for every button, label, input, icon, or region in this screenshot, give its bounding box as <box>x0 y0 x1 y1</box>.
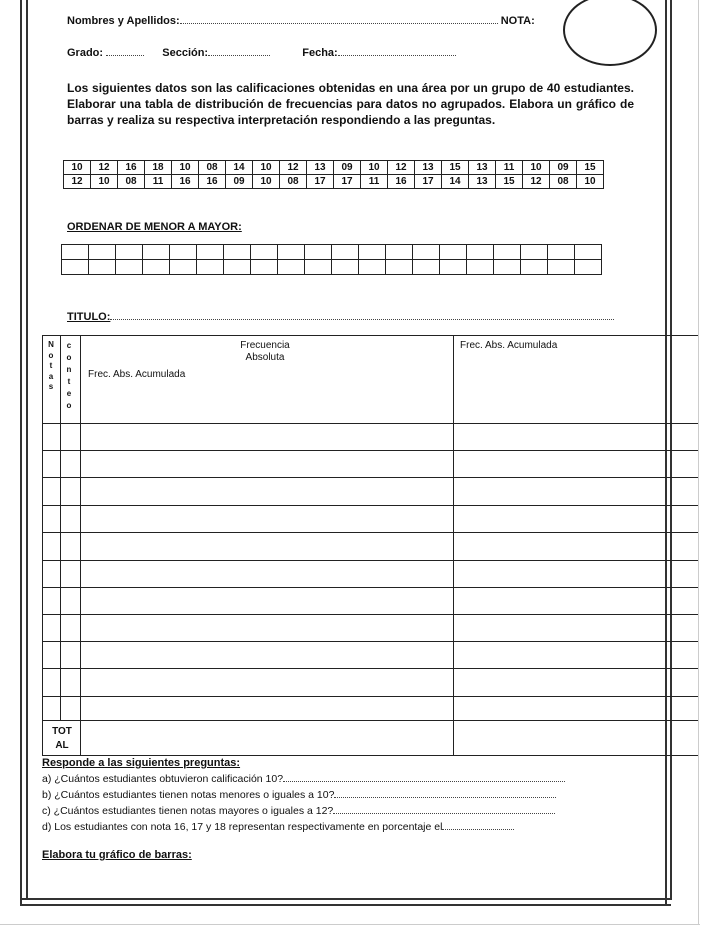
data-cell: 16 <box>118 161 145 175</box>
order-cell[interactable] <box>143 245 170 260</box>
header-letter: o <box>66 401 72 410</box>
page-border-right-inner <box>665 0 667 905</box>
header-freq-abs <box>200 340 330 364</box>
question-d: d) Los estudiantes con nota 16, 17 y 18 representan respectivamente en porcentaje el <box>42 821 514 833</box>
order-heading: ORDENAR DE MENOR A MAYOR: <box>67 221 242 233</box>
answer-c-field[interactable] <box>333 812 555 814</box>
page-border-bottom-inner <box>20 898 671 900</box>
date-label: Fecha: <box>302 47 338 59</box>
data-cell: 16 <box>172 175 199 189</box>
questions-heading: Responde a las siguientes preguntas: <box>42 757 241 769</box>
order-cell[interactable] <box>467 260 494 275</box>
header-freq-abs-acum: Frec. Abs. Acumulada <box>460 340 558 351</box>
title-field[interactable] <box>110 318 614 320</box>
order-cell[interactable] <box>359 260 386 275</box>
order-cell[interactable] <box>278 260 305 275</box>
order-cell[interactable] <box>62 245 89 260</box>
question-a: a) ¿Cuántos estudiantes obtuvieron calificación 10? <box>42 773 565 785</box>
header-letter: o <box>66 353 72 362</box>
header-notas <box>47 340 55 393</box>
order-cell[interactable] <box>116 260 143 275</box>
header-letter: c <box>66 341 72 350</box>
page-border-bottom-outer <box>20 904 671 906</box>
data-cell: 12 <box>388 161 415 175</box>
order-cell[interactable] <box>440 245 467 260</box>
grado-label: Grado: <box>67 47 104 59</box>
header-letter: o <box>48 350 54 360</box>
grades-data-table <box>63 160 604 189</box>
order-cell[interactable] <box>386 245 413 260</box>
data-cell: 11 <box>145 175 172 189</box>
data-cell: 16 <box>199 175 226 189</box>
order-cell[interactable] <box>413 260 440 275</box>
data-cell: 15 <box>577 161 604 175</box>
header-letter: N <box>48 340 54 349</box>
data-cell: 17 <box>307 175 334 189</box>
answer-d-field[interactable] <box>442 828 514 830</box>
order-cell[interactable] <box>575 260 602 275</box>
grado-field[interactable] <box>106 54 144 56</box>
data-cell: 08 <box>118 175 145 189</box>
data-cell: 09 <box>334 161 361 175</box>
order-cell[interactable] <box>467 245 494 260</box>
data-cell: 12 <box>280 161 307 175</box>
order-cell[interactable] <box>548 245 575 260</box>
order-cell[interactable] <box>197 260 224 275</box>
header-freq-abs-acum-overlay: Frec. Abs. Acumulada <box>88 369 186 380</box>
header-letter: s <box>48 382 54 391</box>
data-cell: 12 <box>523 175 550 189</box>
order-cell[interactable] <box>170 260 197 275</box>
header-letter: e <box>66 389 72 398</box>
instructions-text: Los siguientes datos son las calificaciones obtenidas en una área por un grupo de 40 estudiantes. Elaborar una tabla de distribución de frecuencias para datos no agrupados. Elabora un gráfico de barras y realiza su respectiva interpretación respondiendo a las preguntas. <box>67 81 634 127</box>
order-cell[interactable] <box>494 260 521 275</box>
question-c: c) ¿Cuántos estudiantes tienen notas mayores o iguales a 12? <box>42 805 555 817</box>
header-freq-abs-line2: Absoluta <box>245 352 285 363</box>
grado-row <box>67 47 456 59</box>
page-border-left-outer <box>20 0 22 905</box>
order-cell[interactable] <box>440 260 467 275</box>
order-cell[interactable] <box>494 245 521 260</box>
data-cell: 11 <box>496 161 523 175</box>
header-letter: a <box>48 371 54 381</box>
header-letter: n <box>66 365 72 374</box>
data-cell: 14 <box>442 175 469 189</box>
order-cell[interactable] <box>305 245 332 260</box>
section-field[interactable] <box>208 54 270 56</box>
names-field[interactable] <box>180 22 498 24</box>
total-label <box>48 725 76 753</box>
order-cell[interactable] <box>143 260 170 275</box>
data-cell: 18 <box>145 161 172 175</box>
section-label: Sección: <box>162 47 209 59</box>
order-cell[interactable] <box>224 245 251 260</box>
date-field[interactable] <box>338 54 456 56</box>
order-cell[interactable] <box>413 245 440 260</box>
data-cell: 10 <box>361 161 388 175</box>
names-row <box>67 15 535 27</box>
data-row-2 <box>64 175 604 189</box>
header-letter: t <box>67 377 71 386</box>
order-cell[interactable] <box>359 245 386 260</box>
data-cell: 17 <box>415 175 442 189</box>
ordering-table[interactable] <box>61 244 602 275</box>
order-cell[interactable] <box>575 245 602 260</box>
sheet-edge-bottom <box>0 924 700 925</box>
grade-circle[interactable] <box>563 0 657 66</box>
header-freq-abs-line1: Frecuencia <box>240 340 290 351</box>
data-cell: 15 <box>442 161 469 175</box>
data-cell: 16 <box>388 175 415 189</box>
order-cell[interactable] <box>251 260 278 275</box>
data-cell: 10 <box>523 161 550 175</box>
order-cell[interactable] <box>332 245 359 260</box>
chart-heading: Elabora tu gráfico de barras: <box>42 849 192 861</box>
order-cell[interactable] <box>89 260 116 275</box>
title-label: TITULO: <box>67 311 111 323</box>
order-cell[interactable] <box>305 260 332 275</box>
data-cell: 12 <box>64 175 91 189</box>
data-cell: 10 <box>64 161 91 175</box>
total-label-line1: TOT <box>52 726 72 737</box>
data-cell: 08 <box>199 161 226 175</box>
order-cell[interactable] <box>89 245 116 260</box>
data-cell: 09 <box>550 161 577 175</box>
data-cell: 13 <box>415 161 442 175</box>
data-cell: 14 <box>226 161 253 175</box>
order-cell[interactable] <box>170 245 197 260</box>
data-cell: 08 <box>550 175 577 189</box>
header-conteo <box>65 340 73 412</box>
data-cell: 15 <box>496 175 523 189</box>
title-row <box>67 311 614 323</box>
data-cell: 13 <box>469 175 496 189</box>
data-cell: 13 <box>469 161 496 175</box>
order-cell[interactable] <box>278 245 305 260</box>
names-label: Nombres y Apellidos: <box>67 15 180 27</box>
data-cell: 10 <box>253 175 280 189</box>
sheet-edge-right <box>698 0 699 925</box>
data-cell: 08 <box>280 175 307 189</box>
order-cell[interactable] <box>521 260 548 275</box>
order-cell[interactable] <box>386 260 413 275</box>
answer-a-field[interactable] <box>283 780 565 782</box>
data-cell: 10 <box>253 161 280 175</box>
answer-b-field[interactable] <box>334 796 556 798</box>
page-border-left-inner <box>26 0 28 900</box>
data-row-1 <box>64 161 604 175</box>
data-cell: 13 <box>307 161 334 175</box>
data-cell: 09 <box>226 175 253 189</box>
order-cell[interactable] <box>332 260 359 275</box>
data-cell: 12 <box>91 161 118 175</box>
question-b: b) ¿Cuántos estudiantes tienen notas menores o iguales a 10? <box>42 789 556 801</box>
order-cell[interactable] <box>521 245 548 260</box>
data-cell: 10 <box>577 175 604 189</box>
order-cell[interactable] <box>116 245 143 260</box>
order-cell[interactable] <box>224 260 251 275</box>
order-cell[interactable] <box>251 245 278 260</box>
data-cell: 17 <box>334 175 361 189</box>
data-cell: 11 <box>361 175 388 189</box>
total-label-line2: AL <box>55 740 69 751</box>
data-cell: 10 <box>91 175 118 189</box>
data-cell: 10 <box>172 161 199 175</box>
header-letter: t <box>49 361 53 370</box>
order-cell[interactable] <box>548 260 575 275</box>
order-cell[interactable] <box>62 260 89 275</box>
order-cell[interactable] <box>197 245 224 260</box>
grade-label: NOTA: <box>500 15 535 27</box>
